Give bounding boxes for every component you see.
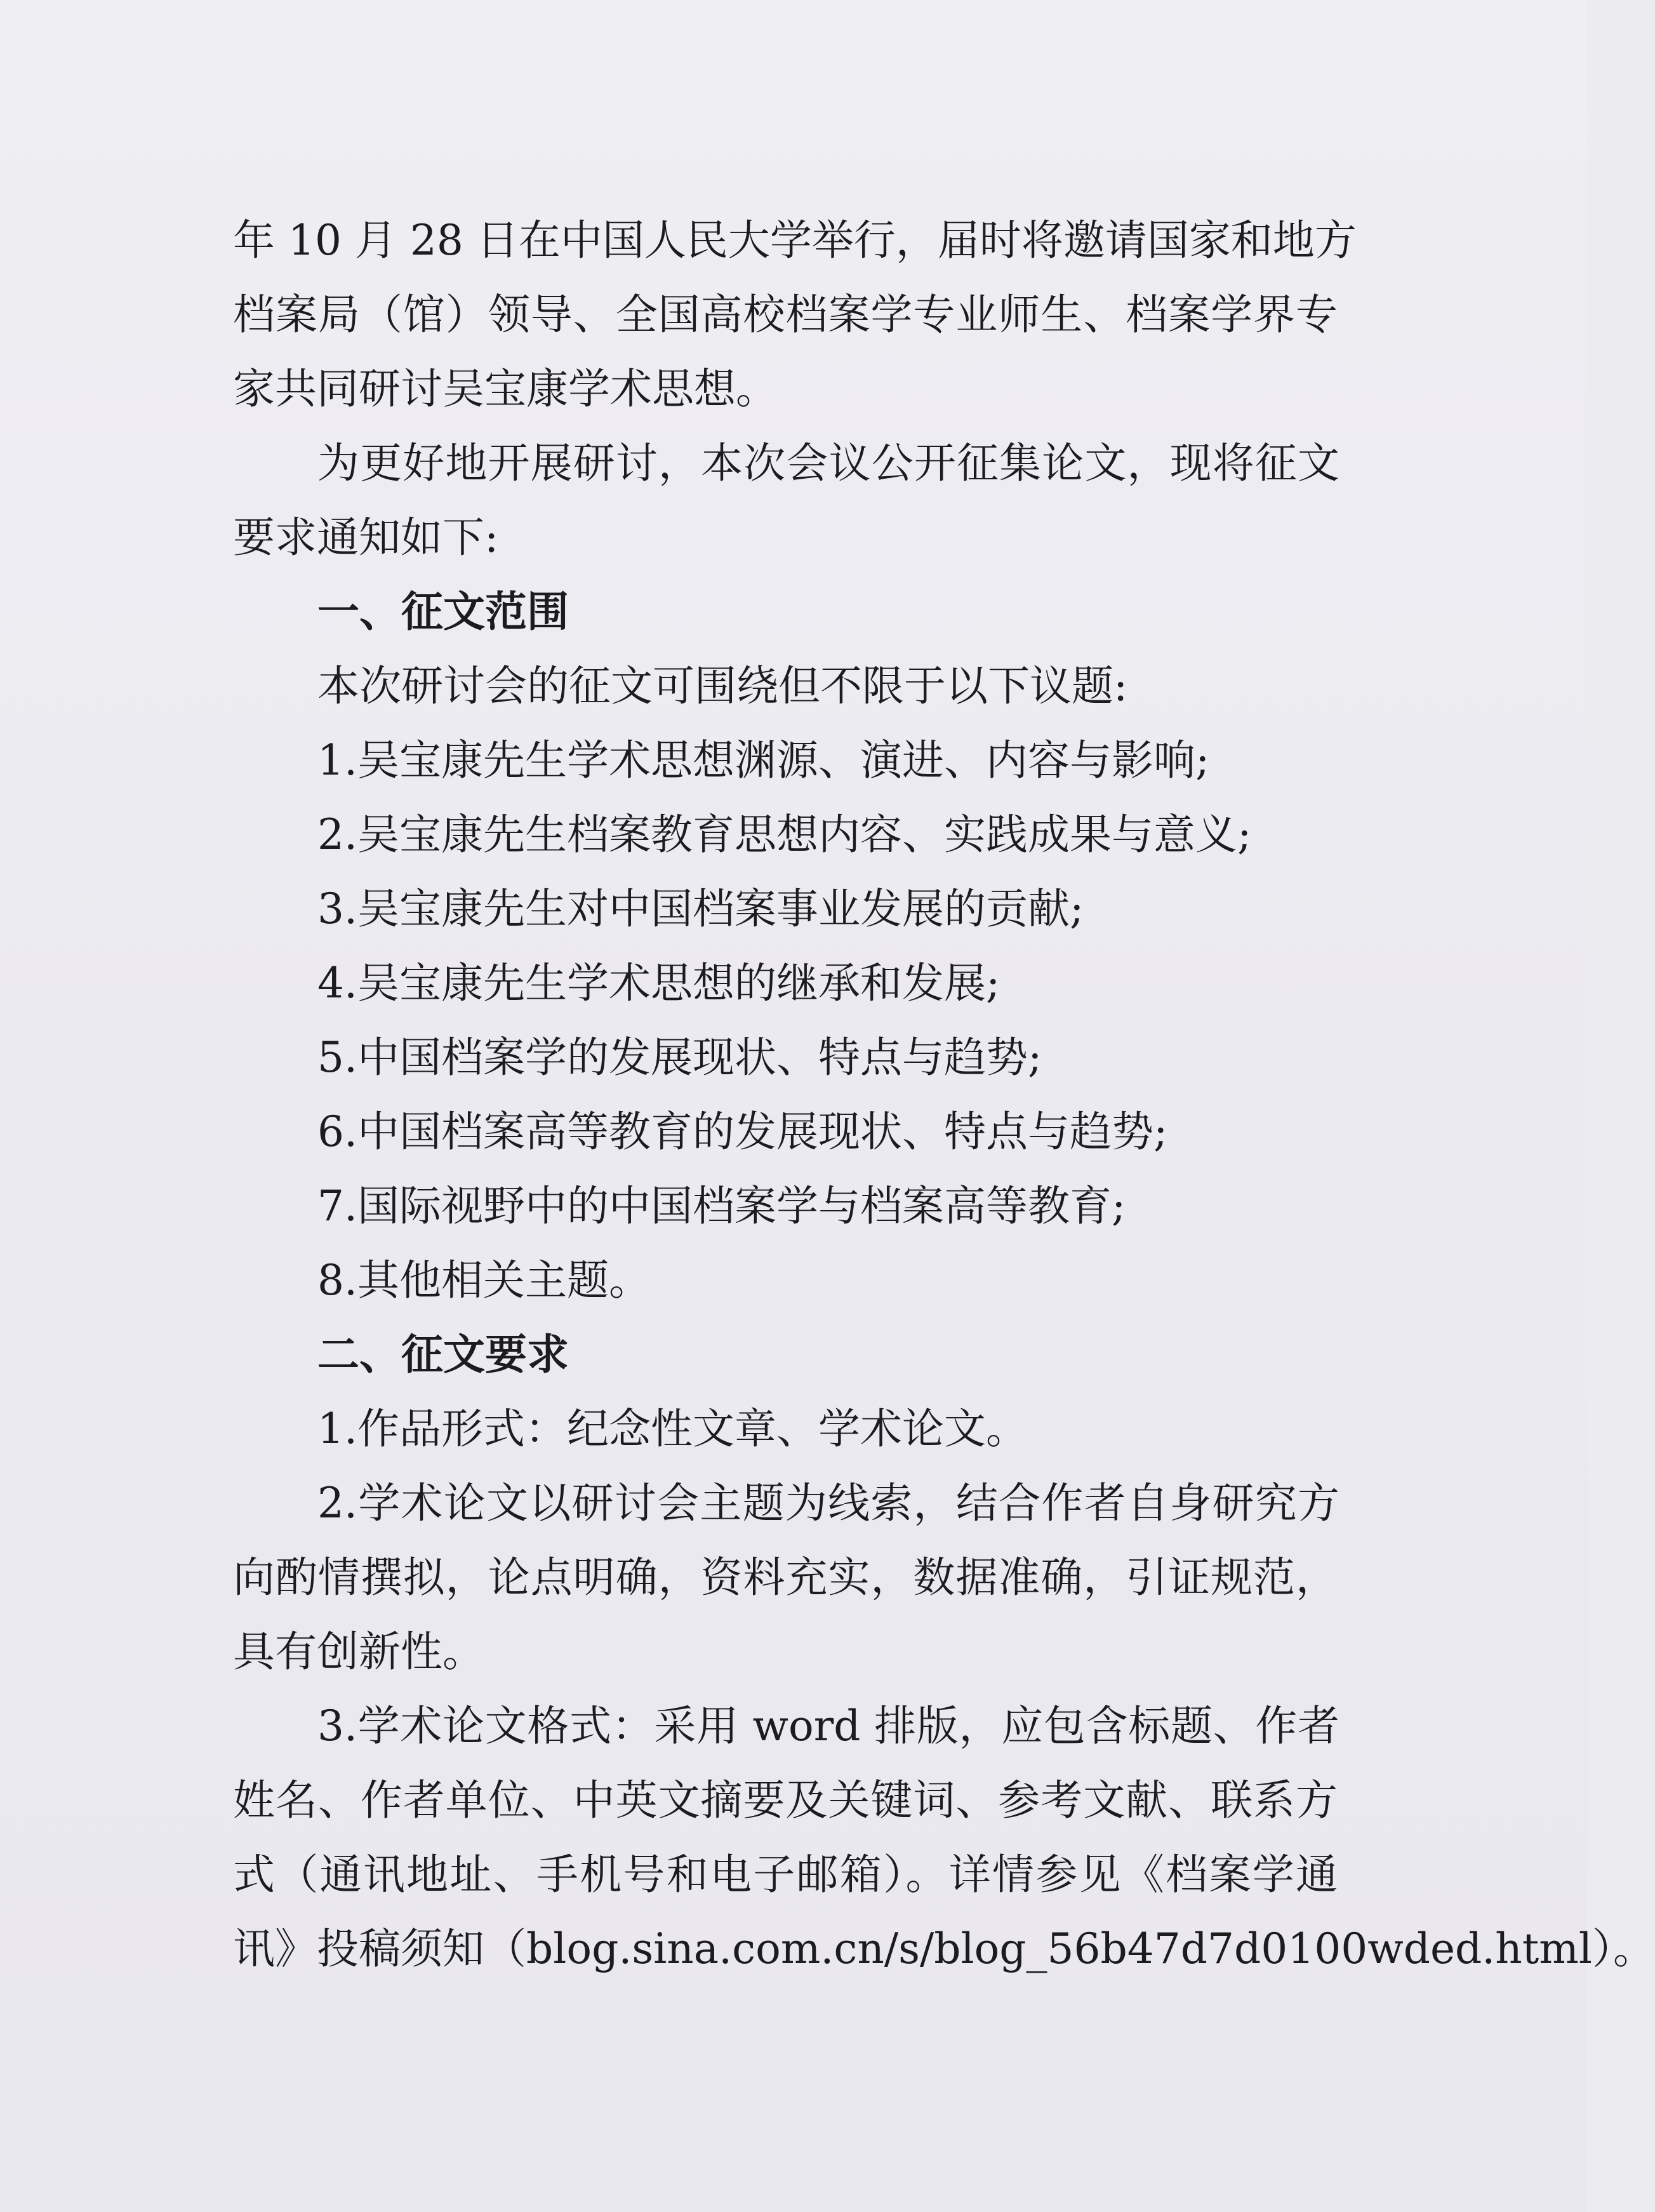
text-line: 向酌情撰拟，论点明确，资料充实，数据准确，引证规范， — [233, 1553, 1338, 1602]
text-line: 具有创新性。 — [233, 1627, 484, 1676]
text-line: 年 10 月 28 日在中国人民大学举行，届时将邀请国家和地方 — [233, 216, 1357, 265]
text-line: 讯》投稿须知（blog.sina.com.cn/s/blog_56b47d7d0100wded.html）。 — [233, 1924, 1655, 1973]
list-item: 5.中国档案学的发展现状、特点与趋势; — [317, 1033, 1042, 1082]
list-item: 6.中国档案高等教育的发展现状、特点与趋势; — [317, 1107, 1168, 1156]
list-item: 1.作品形式：纪念性文章、学术论文。 — [317, 1404, 1028, 1453]
list-item: 4.吴宝康先生学术思想的继承和发展; — [317, 959, 1000, 1008]
text-line: 为更好地开展研讨，本次会议公开征集论文，现将征文 — [317, 439, 1339, 488]
section-heading: 一、征文范围 — [317, 587, 569, 636]
list-item: 3.吴宝康先生对中国档案事业发展的贡献; — [317, 884, 1084, 933]
list-item: 2.学术论文以研讨会主题为线索，结合作者自身研究方 — [317, 1479, 1339, 1528]
text-line: 家共同研讨吴宝康学术思想。 — [233, 364, 778, 413]
list-item: 2.吴宝康先生档案教育思想内容、实践成果与意义; — [317, 810, 1252, 859]
list-item: 1.吴宝康先生学术思想渊源、演进、内容与影响; — [317, 736, 1210, 785]
section-heading: 二、征文要求 — [317, 1330, 569, 1379]
text-line: 档案局（馆）领导、全国高校档案学专业师生、档案学界专 — [233, 290, 1338, 339]
text-line: 要求通知如下: — [233, 513, 499, 562]
list-item: 8.其他相关主题。 — [317, 1256, 651, 1305]
text-line: 姓名、作者单位、中英文摘要及关键词、参考文献、联系方 — [233, 1776, 1338, 1825]
list-item: 3.学术论文格式：采用 word 排版，应包含标题、作者 — [317, 1702, 1339, 1750]
list-item: 7.国际视野中的中国档案学与档案高等教育; — [317, 1182, 1126, 1230]
text-line: 本次研讨会的征文可围绕但不限于以下议题: — [317, 662, 1128, 710]
text-line: 式（通讯地址、手机号和电子邮箱）。详情参见《档案学通 — [233, 1850, 1338, 1899]
